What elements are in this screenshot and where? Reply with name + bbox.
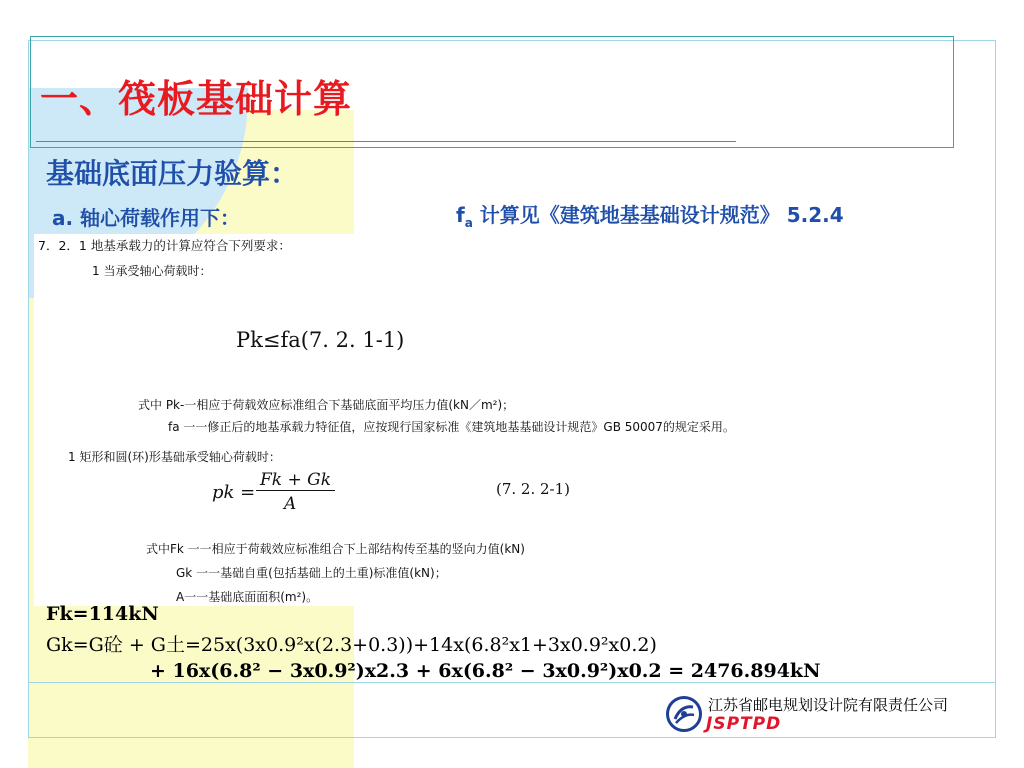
where-fk: 式中Fk 一一相应于荷载效应标准组合下上部结构传至基的竖向力值(kN) <box>146 542 525 556</box>
company-abbrev: JSPTPD <box>706 714 782 734</box>
formula-numerator: Fk + Gk <box>256 470 335 491</box>
item-axial-load: 1 当承受轴心荷载时： <box>92 264 212 278</box>
clause-text: 7．2．1 地基承载力的计算应符合下列要求： <box>38 238 291 253</box>
calc-gk-result: + 16x(6.8² − 3x0.9²)x2.3 + 6x(6.8² − 3x0.9²)x0.2 = 2476.894kN <box>150 660 821 682</box>
where-pk: 式中 Pk-一相应于荷载效应标准组合下基础底面平均压力值(kN／m²)； <box>138 398 515 412</box>
section-heading: 基础底面压力验算： <box>46 157 299 190</box>
where-gk: Gk 一一基础自重(包括基础上的土重)标准值(kN)； <box>176 566 447 580</box>
title-underline <box>36 141 736 142</box>
sub-heading: a. 轴心荷载作用下： <box>52 206 241 230</box>
standard-excerpt-image <box>34 234 954 606</box>
formula-7-2-1-1: Pk≤fa(7. 2. 1-1) <box>236 328 405 352</box>
formula-number: (7. 2. 2-1) <box>496 480 571 498</box>
company-logo-icon <box>666 696 702 732</box>
where-a: A一一基础底面面积(m²)。 <box>176 590 319 604</box>
formula-lhs: pk = <box>212 482 256 503</box>
item-rect-circle: 1 矩形和圆(环)形基础承受轴心荷载时： <box>68 450 281 464</box>
calc-gk: Gk=G砼 + G土=25x(3x0.9²x(2.3+0.3))+14x(6.8²x1+3x0.9²x0.2) <box>46 634 657 656</box>
ref-note-symbol: f <box>456 203 465 227</box>
calc-fk: Fk=114kN <box>46 603 159 625</box>
reference-note <box>456 199 844 230</box>
where-fa: fa 一一修正后的地基承载力特征值，应按现行国家标准《建筑地基基础设计规范》GB 50007的规定采用。 <box>168 420 735 434</box>
ref-note-text: 计算见《建筑地基基础设计规范》 5.2.4 <box>472 203 844 227</box>
page-title: 一、筏板基础计算 <box>40 77 353 121</box>
footer-divider <box>28 682 996 683</box>
formula-denominator: A <box>284 494 297 514</box>
company-name: 江苏省邮电规划设计院有限责任公司 <box>708 696 949 714</box>
ref-note-subscript: a <box>464 216 473 230</box>
